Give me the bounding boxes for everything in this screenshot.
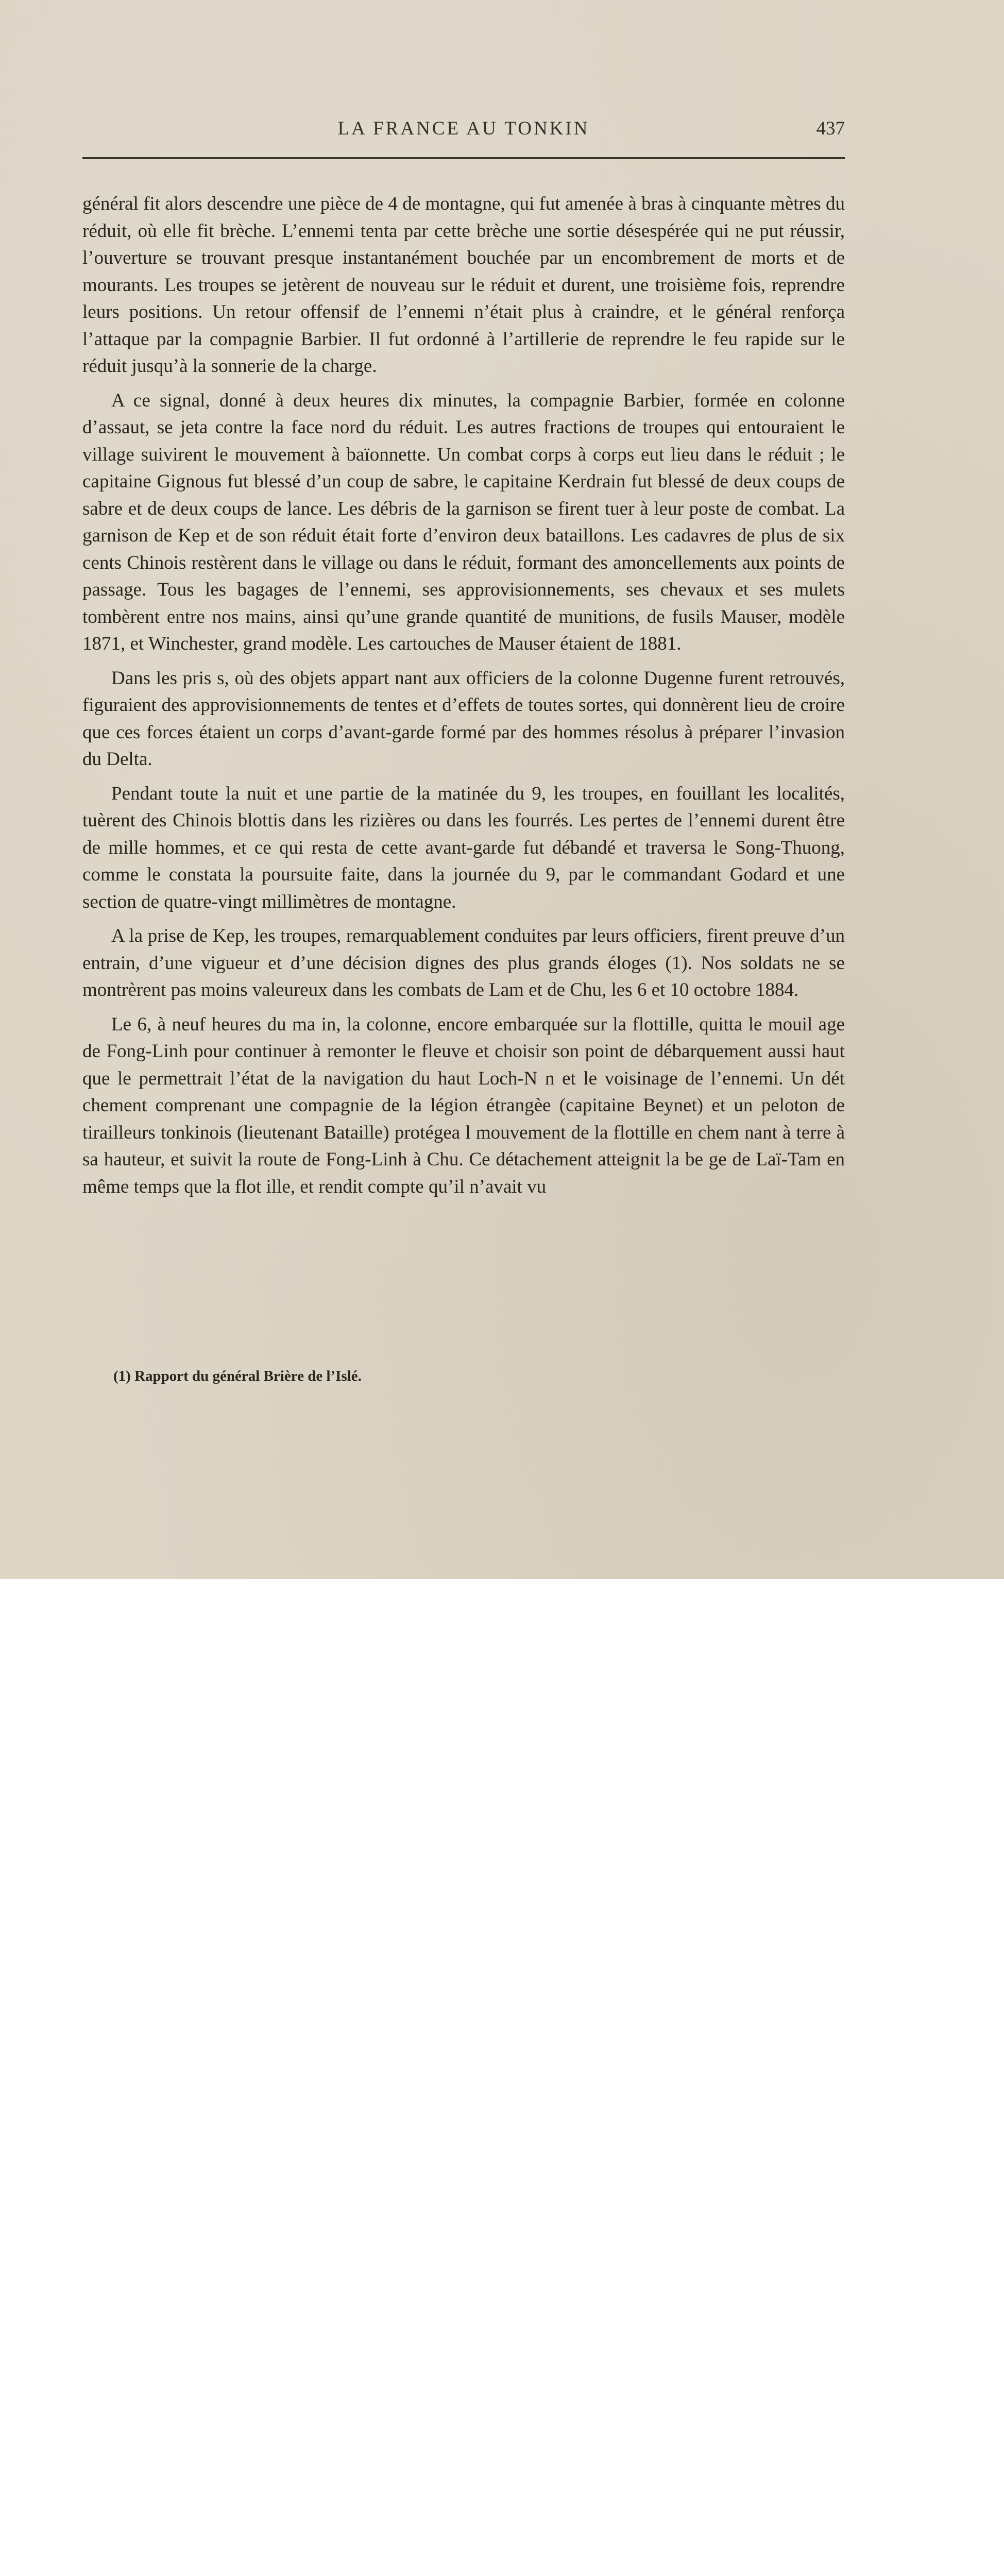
body-text xyxy=(82,191,845,1355)
paragraph-1: général fit alors descendre une pièce de 4 de montagne, qui fut amenée à bras à cinquante mètres du réduit, où elle fit brèche. L’ennemi tenta par cette brèche une sortie désespérée qui ne put réussir, l’ouverture se trouvant presque instantanément bouchée par un encombrement de morts et de mourants. Les troupes se jetèrent de nouveau sur le réduit et durent, une troisième fois, reprendre leurs positions. Un retour offensif de l’ennemi n’était plus à craindre, et le général renforça l’attaque par la compagnie Barbier. Il fut ordonné à l’artillerie de reprendre le feu rapide sur le réduit jusqu’à la sonnerie de la charge. xyxy=(82,193,845,377)
running-head xyxy=(82,117,845,143)
header-rule xyxy=(82,157,845,159)
paragraph-5: A la prise de Kep, les troupes, remarquablement conduites par leurs officiers, firent preuve d’un entrain, d’une vigueur et d’une décision dignes des plus grands éloges (1). Nos soldats ne se montrèrent pas moins valeureux dans les combats de Lam et de Chu, les 6 et 10 octobre 1884. xyxy=(82,925,845,1001)
footnote: (1) Rapport du général Brière de l’Islé. xyxy=(113,1368,362,1384)
paragraph-3: Dans les pris s, où des objets appart nant aux officiers de la colonne Dugenne furent retrouvés, figuraient des approvisionnements de tentes et d’effets de toutes sortes, qui donnèrent lieu de croire que ces forces étaient un corps d’avant-garde formé par des hommes résolus à préparer l’invasion du Delta. xyxy=(82,667,845,770)
running-title: LA FRANCE AU TONKIN xyxy=(337,118,590,139)
page-number: 437 xyxy=(816,118,845,139)
paragraph-2: A ce signal, donné à deux heures dix minutes, la compagnie Barbier, formée en colonne d’assaut, se jeta contre la face nord du réduit. Les autres fractions de troupes qui entouraient le village suivirent le mouvement à baïonnette. Un combat corps à corps eut lieu dans le réduit ; le capitaine Gignous fut blessé d’un coup de sabre, le capitaine Kerdrain fut blessé de deux coups de sabre et de deux coups de lance. Les débris de la garnison se firent tuer à leur poste de combat. La garnison de Kep et de son réduit était forte d’environ deux bataillons. Les cadavres de plus de six cents Chinois restèrent dans le village ou dans le réduit, formant des amoncellements aux points de passage. Tous les bagages de l’ennemi, ses approvisionnements, ses chevaux et ses mulets tombèrent entre nos mains, ainsi qu’une grande quantité de munitions, de fusils Mauser, modèle 1871, et Winchester, grand modèle. Les cartouches de Mauser étaient de 1881. xyxy=(82,389,845,654)
paragraph-6: Le 6, à neuf heures du ma in, la colonne, encore embarquée sur la flottille, quitta le mouil age de Fong-Linh pour continuer à remonter le fleuve et choisir son point de débarquement aussi haut que le permettrait l’état de la navigation du haut Loch-N n et le voisinage de l’ennemi. Un dét chement comprenant une compagnie de la légion étrangèe (capitaine Beynet) et un peloton de tirailleurs tonkinois (lieutenant Bataille) protégea l mouvement de la flottille en chem nant à terre à sa hauteur, et suivit la route de Fong-Linh à Chu. Ce détachement atteignit la be ge de Laï-Tam en même temps que la flot ille, et rendit compte qu’il n’avait vu xyxy=(82,1013,845,1197)
label-band xyxy=(0,1579,1004,1734)
paragraph-4: Pendant toute la nuit et une partie de la matinée du 9, les troupes, en fouillant les localités, tuèrent des Chinois blottis dans les rizières ou dans les fourrés. Les pertes de l’ennemi durent être de mille hommes, et ce qui resta de cette avant-garde fut débandé et traversa le Song-Thuong, comme le constata la poursuite faite, dans la journée du 9, par le commandant Godard et une section de quatre-vingt millimètres de montagne. xyxy=(82,783,845,912)
